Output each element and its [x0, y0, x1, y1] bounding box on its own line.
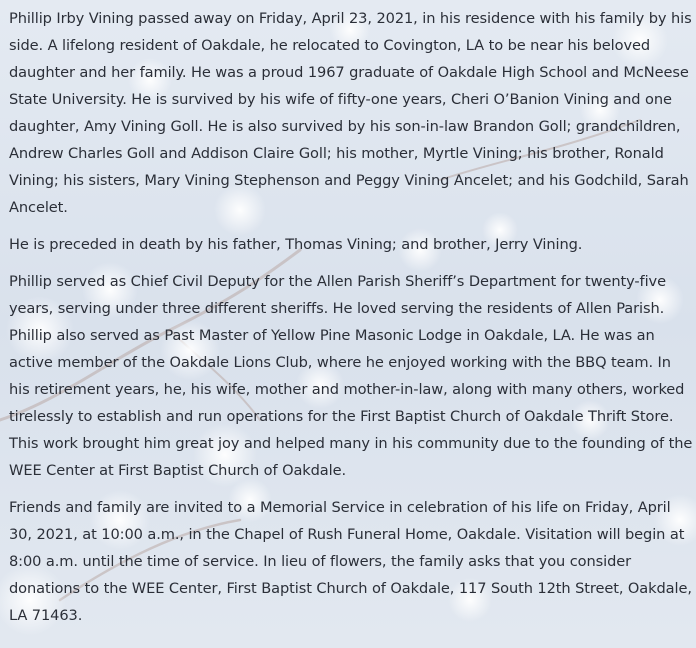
- paragraph-preceded: He is preceded in death by his father, Thomas Vining; and brother, Jerry Vining.: [9, 236, 583, 253]
- paragraph-service: Friends and family are invited to a Memorial Service in celebration of his life on Friday, April 30, 2021, at 10:00 a.m., in the Chapel of Rush Funeral Home, Oakdale. Visitation will begin at 8:00 a.m. until the time of service. In lieu of flowers, the family asks that you consider donations to the WEE Center, First Baptist Church of Oakdale, 117 South 12th Street, Oakdale, LA 71463.: [9, 499, 692, 624]
- obituary-text: [9, 5, 693, 639]
- paragraph-career: Phillip served as Chief Civil Deputy for the Allen Parish Sheriff’s Department for twenty-five years, serving under three different sheriffs. He loved serving the residents of Allen Parish. Phillip also served as Past Master of Yellow Pine Masonic Lodge in Oakdale, LA. He was an active member of the Oakdale Lions Club, where he enjoyed working with the BBQ team. In his retirement years, he, his wife, mother and mother-in-law, along with many others, worked tirelessly to establish and run operations for the First Baptist Church of Oakdale Thrift Store. This work brought him great joy and helped many in his community due to the founding of the WEE Center at First Baptist Church of Oakdale.: [9, 273, 693, 479]
- paragraph-survivors: Phillip Irby Vining passed away on Friday, April 23, 2021, in his residence with his family by his side. A lifelong resident of Oakdale, he relocated to Covington, LA to be near his beloved daughter and her family. He was a proud 1967 graduate of Oakdale High School and McNeese State University. He is survived by his wife of fifty-one years, Cheri O’Banion Vining and one daughter, Amy Vining Goll. He is also survived by his son-in-law Brandon Goll; grandchildren, Andrew Charles Goll and Addison Claire Goll; his mother, Myrtle Vining; his brother, Ronald Vining; his sisters, Mary Vining Stephenson and Peggy Vining Ancelet; and his Godchild, Sarah Ancelet.: [9, 10, 692, 216]
